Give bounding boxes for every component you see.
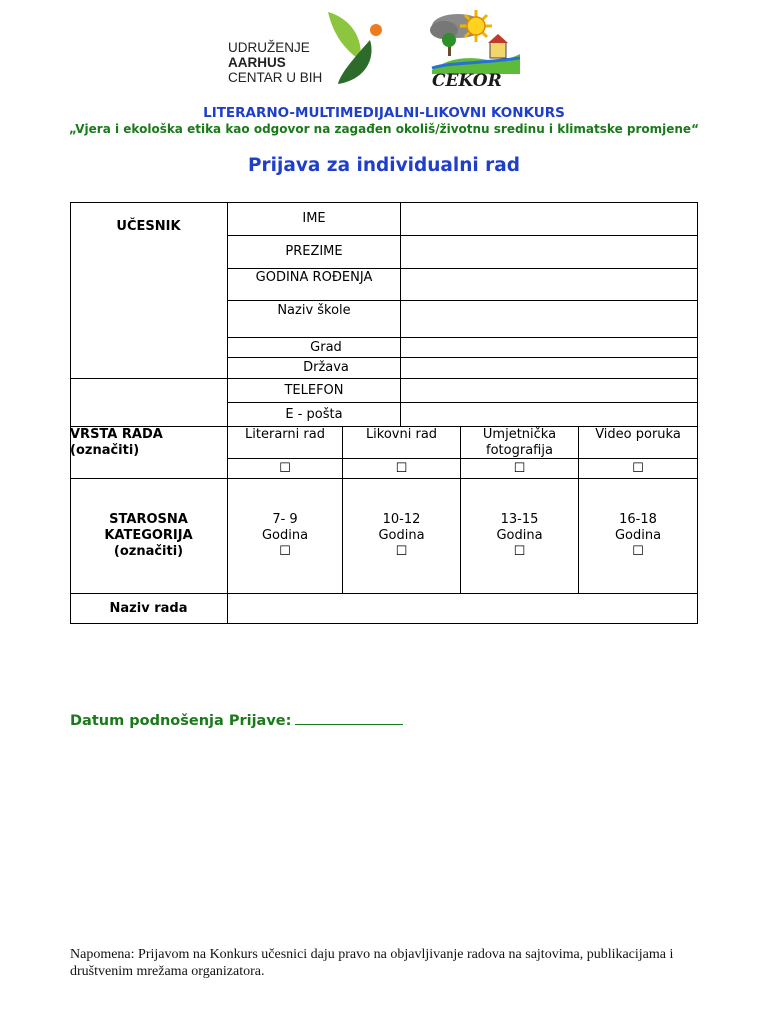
age-checkbox[interactable]: ☐ bbox=[632, 544, 644, 559]
work-type-label: VRSTA RADA (označiti) bbox=[70, 427, 163, 458]
age-option-10-12: 10-12 Godina ☐ bbox=[378, 512, 425, 559]
application-form-table bbox=[70, 202, 698, 624]
cekor-emblem-icon bbox=[428, 8, 528, 92]
ime-input[interactable] bbox=[401, 203, 697, 235]
work-type-checkbox[interactable]: ☐ bbox=[395, 460, 408, 476]
age-checkbox[interactable]: ☐ bbox=[279, 544, 291, 559]
contest-theme: „Vjera i ekološka etika kao odgovor na zagađen okoliš/životnu sredinu i klimatske promjene“ bbox=[69, 122, 699, 136]
submission-date bbox=[70, 711, 403, 729]
field-label-drzava: Država bbox=[303, 360, 349, 375]
submission-date-label: Datum podnošenja Prijave: bbox=[70, 713, 292, 729]
table-border-right bbox=[697, 202, 698, 624]
aarhus-logo-text: UDRUŽENJE AARHUS CENTAR U BIH bbox=[228, 40, 323, 85]
work-type-checkbox[interactable]: ☐ bbox=[279, 460, 291, 476]
field-label-prezime: PREZIME bbox=[285, 244, 343, 259]
work-type-option-literarni: Literarni rad bbox=[245, 427, 325, 442]
work-type-option-likovni: Likovni rad bbox=[365, 427, 438, 442]
field-label-naziv-skole: Naziv škole bbox=[277, 303, 351, 318]
prezime-input[interactable] bbox=[401, 236, 697, 268]
age-checkbox[interactable]: ☐ bbox=[513, 544, 526, 559]
form-title: Prijava za individualni rad bbox=[247, 155, 521, 176]
work-title-label: Naziv rada bbox=[109, 600, 188, 616]
naziv-skole-input[interactable] bbox=[401, 301, 697, 337]
godina-rodjenja-input[interactable] bbox=[401, 269, 697, 300]
work-title-input[interactable] bbox=[228, 594, 697, 623]
work-type-checkbox[interactable]: ☐ bbox=[632, 460, 644, 476]
age-option-16-18: 16-18 Godina ☐ bbox=[614, 512, 662, 559]
age-checkbox[interactable]: ☐ bbox=[395, 544, 408, 559]
leaf-icon bbox=[320, 8, 384, 88]
footnote: Napomena: Prijavom na Konkurs učesnici daju pravo na objavljivanje radova na sajtovima, publikacijama i društvenim mrežama organizatora. bbox=[70, 947, 674, 979]
age-option-13-15: 13-15 Godina ☐ bbox=[496, 512, 543, 559]
work-type-option-video: Video poruka bbox=[595, 427, 681, 442]
work-type-checkbox[interactable]: ☐ bbox=[513, 460, 526, 476]
grad-input[interactable] bbox=[401, 338, 697, 357]
age-option-7-9: 7- 9 Godina ☐ bbox=[261, 512, 309, 559]
cekor-logo-text: CEKOR bbox=[432, 71, 502, 91]
contest-title: LITERARNO-MULTIMEDIJALNI-LIKOVNI KONKURS bbox=[203, 105, 565, 121]
aarhus-logo bbox=[226, 8, 386, 88]
field-label-ime: IME bbox=[302, 211, 326, 226]
field-label-telefon: TELEFON bbox=[284, 382, 344, 398]
telefon-input[interactable] bbox=[401, 379, 697, 402]
age-category-label: STAROSNA KATEGORIJA (označiti) bbox=[104, 512, 193, 559]
field-label-grad: Grad bbox=[310, 339, 342, 355]
field-label-godina-rodjenja: GODINA ROĐENJA bbox=[255, 270, 373, 285]
drzava-input[interactable] bbox=[401, 358, 697, 378]
work-type-option-fotografija: Umjetnička fotografija bbox=[482, 427, 557, 458]
email-input[interactable] bbox=[401, 403, 697, 426]
field-label-email: E - pošta bbox=[285, 406, 343, 422]
submission-date-blank[interactable] bbox=[295, 711, 403, 725]
cekor-logo bbox=[428, 8, 528, 92]
table-border-bottom bbox=[70, 623, 698, 624]
participant-label: UČESNIK bbox=[116, 219, 181, 234]
